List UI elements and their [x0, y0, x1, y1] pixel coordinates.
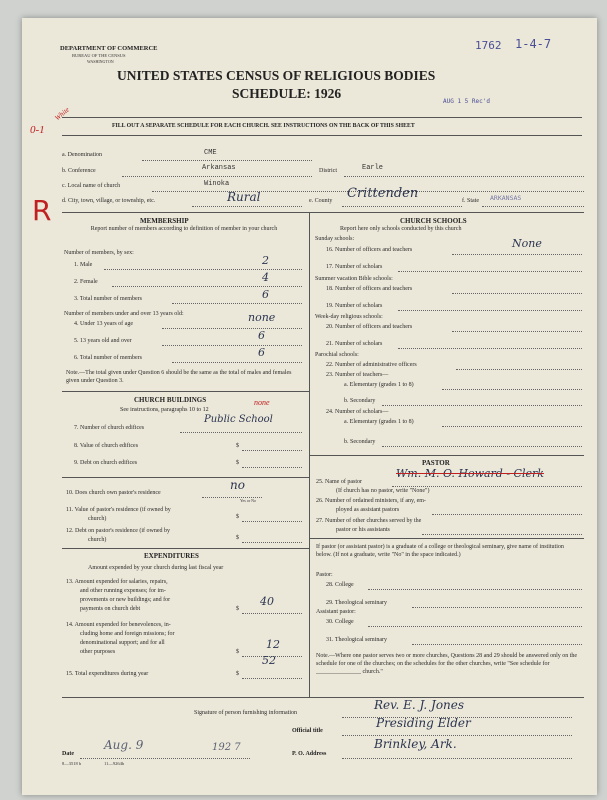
- date-value: Aug. 9: [104, 738, 144, 752]
- graduate-note: If pastor (or assistant pastor) is a graduate of a college or theological seminary, give name of institution below. (If not a graduate, write "No" in the space indicated.): [316, 544, 564, 558]
- conference-label: b. Conference: [62, 168, 96, 174]
- official-title-label: Official title: [292, 728, 323, 734]
- male-value: 2: [262, 254, 269, 267]
- running-expenses-dollar: $: [236, 606, 239, 612]
- denomination-value: CME: [204, 149, 217, 157]
- buildings-intro: See instructions, paragraphs 10 to 12: [120, 407, 209, 413]
- header-rule-bottom: [62, 135, 582, 136]
- female-line: [112, 286, 302, 287]
- other-churches-label-2: pastor or his assistants: [336, 527, 390, 533]
- pastor-rule: [309, 538, 584, 539]
- footer-rule: [62, 697, 584, 698]
- pastor-residence-value: no: [230, 478, 245, 492]
- residence-value-line: [242, 521, 302, 522]
- signature-value: Rev. E. J. Jones: [374, 698, 465, 712]
- residence-debt-dollar: $: [236, 535, 239, 541]
- county-value: Crittenden: [347, 186, 419, 201]
- district-label: District: [319, 168, 337, 174]
- male-label: 1. Male: [74, 262, 93, 268]
- assistant-college-line: [368, 626, 582, 627]
- summer-officers-line: [452, 293, 582, 294]
- annotation-code: 0-1: [30, 124, 45, 136]
- state-line: [482, 206, 584, 207]
- total-members-value: 6: [262, 288, 269, 301]
- church-edifices-label: 7. Number of church edifices: [74, 425, 145, 431]
- weekday-scholars-line: [398, 348, 582, 349]
- running-expenses-value: 40: [260, 595, 274, 608]
- pastor-residence-label: 10. Does church own pastor's residence: [66, 490, 161, 496]
- total-age-value: 6: [258, 346, 265, 359]
- po-address-line: [342, 758, 572, 759]
- assistant-seminary-line: [412, 644, 582, 645]
- schools-intro: Report here only schools conducted by this church: [340, 226, 462, 232]
- schedule-title: SCHEDULE: 1926: [232, 86, 342, 101]
- received-stamp: AUG 1 5 Rec'd: [443, 98, 490, 105]
- county-label: e. County: [309, 198, 333, 204]
- pastor-seminary-label: 29. Theological seminary: [326, 600, 388, 606]
- membership-title: MEMBERSHIP: [140, 217, 189, 225]
- sunday-officers-line: [452, 254, 582, 255]
- edifice-debt-line: [242, 467, 302, 468]
- teachers-elementary-label: a. Elementary (grades 1 to 8): [344, 382, 414, 388]
- total-expenditures-line: [242, 678, 302, 679]
- local-name-value: Winoka: [204, 180, 230, 188]
- stamp-extra: 1-4-7: [515, 37, 552, 51]
- other-churches-label: 27. Number of other churches served by the: [316, 518, 422, 524]
- total-expenditures-value: 52: [262, 654, 276, 667]
- teachers-secondary-label: b. Secondary: [344, 398, 376, 404]
- denomination-line: [142, 160, 312, 161]
- running-expenses-label-3: provements or new buildings; and for: [80, 597, 171, 603]
- city-town-value: Rural: [227, 190, 261, 204]
- header-rule-top: [62, 117, 582, 118]
- edifice-value-line: [242, 450, 302, 451]
- summer-officers-label: 18. Number of officers and teachers: [326, 286, 413, 292]
- weekday-scholars-label: 21. Number of scholars: [326, 341, 383, 347]
- total-age-label: 6. Total number of members: [74, 355, 142, 361]
- church-edifices-value: Public School: [204, 414, 273, 425]
- running-expenses-line: [242, 613, 302, 614]
- membership-intro: Report number of members according to definition of member in your church: [90, 226, 278, 232]
- county-line: [342, 206, 462, 207]
- ordained-ministers-line: [432, 514, 582, 515]
- pastor-seminary-line: [412, 607, 582, 608]
- edifice-debt-label: 9. Debt on church edifices: [74, 460, 138, 466]
- assistant-college-label: 30. College: [326, 619, 354, 625]
- city-label: WASHINGTON: [87, 59, 114, 64]
- running-expenses-label-2: and other running expenses; for im-: [80, 588, 166, 594]
- scholars-elementary-line: [442, 426, 582, 427]
- teachers-secondary-line: [382, 405, 582, 406]
- admin-officers-line: [456, 369, 582, 370]
- members-by-sex-label: Number of members, by sex:: [64, 250, 134, 256]
- pastor-college-label: 28. College: [326, 582, 354, 588]
- teachers-elementary-line: [442, 389, 582, 390]
- fields-rule: [62, 212, 584, 213]
- parochial-schools-label: Parochial schools:: [315, 352, 359, 358]
- scholars-secondary-label: b. Secondary: [344, 439, 376, 445]
- state-stamp: ARKANSAS: [490, 194, 522, 202]
- female-value: 4: [262, 271, 269, 284]
- pastor-name-label: 25. Name of pastor: [316, 479, 362, 485]
- sunday-scholars-line: [398, 271, 582, 272]
- pastor-name-line: [392, 486, 582, 487]
- po-address-label: P. O. Address: [292, 751, 327, 757]
- buildings-title: CHURCH BUILDINGS: [134, 396, 207, 404]
- residence-debt-line: [242, 542, 302, 543]
- members-by-age-label: Number of members under and over 13 years old:: [64, 311, 184, 317]
- official-title-value: Presiding Elder: [376, 716, 471, 730]
- bureau-label: BUREAU OF THE CENSUS: [72, 53, 126, 58]
- residence-debt-label-2: church): [88, 537, 107, 543]
- instructions-line: FILL OUT A SEPARATE SCHEDULE FOR EACH CHURCH. SEE INSTRUCTIONS ON THE BACK OF THIS SHEET: [112, 123, 415, 129]
- residence-debt-label: 12. Debt on pastor's residence (if owned by: [66, 528, 171, 534]
- scholars-secondary-line: [382, 446, 582, 447]
- benevolences-label-4: other purposes: [80, 649, 116, 655]
- female-label: 2. Female: [74, 279, 98, 285]
- annotation-r: R: [32, 194, 52, 227]
- pastor-name-value: Wm. M. O. Howard - Clerk: [396, 467, 544, 480]
- ordained-ministers-label-2: ployed as assistant pastors: [336, 507, 400, 513]
- benevolences-dollar: $: [236, 649, 239, 655]
- stamp-number: 1762: [475, 39, 502, 52]
- running-expenses-label-1: 13. Amount expended for salaries, repairs,: [66, 579, 168, 585]
- male-line: [104, 269, 302, 270]
- over13-value: 6: [258, 329, 265, 342]
- edifice-value-dollar: $: [236, 443, 239, 449]
- yes-no-hint: Yes or No: [240, 498, 257, 503]
- sunday-schools-label: Sunday schools:: [315, 236, 355, 242]
- total-age-line: [172, 362, 302, 363]
- total-expenditures-dollar: $: [236, 671, 239, 677]
- date-line: [80, 758, 250, 759]
- assistant-seminary-label: 31. Theological seminary: [326, 637, 388, 643]
- benevolences-value: 12: [266, 638, 280, 651]
- department-label: DEPARTMENT OF COMMERCE: [60, 45, 158, 52]
- census-schedule-form: [22, 18, 597, 795]
- weekday-officers-line: [452, 331, 582, 332]
- scholars-elementary-label: a. Elementary (grades 1 to 8): [344, 419, 414, 425]
- residence-value-label-2: church): [88, 516, 107, 522]
- weekday-officers-label: 20. Number of officers and teachers: [326, 324, 413, 330]
- benevolences-label-3: denominational support; and for all: [80, 640, 165, 646]
- edifice-debt-dollar: $: [236, 460, 239, 466]
- sunday-officers-value: None: [512, 237, 542, 250]
- total-expenditures-label: 15. Total expenditures during year: [66, 671, 149, 677]
- po-address-value: Brinkley, Ark.: [374, 737, 457, 751]
- date-label: Date: [62, 751, 74, 757]
- under13-value: none: [248, 311, 276, 324]
- conference-line: [122, 176, 312, 177]
- residence-rule: [62, 548, 309, 549]
- total-members-line: [172, 303, 302, 304]
- form-code-2: 11—9264b: [104, 761, 125, 766]
- summer-scholars-line: [398, 310, 582, 311]
- signature-label: Signature of person furnishing information: [194, 710, 297, 716]
- over13-line: [162, 345, 302, 346]
- pastor-note: Note.—Where one pastor serves two or more churches, Questions 28 and 29 should be answered only on the schedule for one of the churches; on the schedules for the other churches, write "See schedule for _______________ church.": [316, 653, 578, 675]
- sunday-scholars-label: 17. Number of scholars: [326, 264, 383, 270]
- buildings-note-none: none: [254, 398, 270, 407]
- pastor-college-line: [368, 589, 582, 590]
- total-members-label: 3. Total number of members: [74, 296, 142, 302]
- form-code: 8—3518 b: [62, 761, 82, 766]
- benevolences-label-1: 14. Amount expended for benevolences, in-: [66, 622, 171, 628]
- membership-note: Note.—The total given under Question 6 should be the same as the total of males and females given under Question 3.: [66, 370, 292, 384]
- under13-line: [162, 328, 302, 329]
- form-title: UNITED STATES CENSUS OF RELIGIOUS BODIES: [117, 68, 436, 83]
- district-line: [344, 176, 584, 177]
- weekday-schools-label: Week-day religious schools:: [315, 314, 383, 320]
- residence-value-label: 11. Value of pastor's residence (if owned by: [66, 507, 171, 513]
- sunday-officers-label: 16. Number of officers and teachers: [326, 247, 413, 253]
- benevolences-label-2: cluding home and foreign missions; for: [80, 631, 175, 637]
- expenditures-intro: Amount expended by your church during last fiscal year: [88, 565, 224, 571]
- buildings-rule: [62, 477, 309, 478]
- church-edifices-line: [180, 432, 302, 433]
- schools-title: CHURCH SCHOOLS: [400, 217, 467, 225]
- residence-value-dollar: $: [236, 514, 239, 520]
- summer-schools-label: Summer vacation Bible schools:: [315, 276, 393, 282]
- assistant-pastor-label: Assistant pastor:: [316, 609, 356, 615]
- denomination-label: a. Denomination: [62, 152, 102, 158]
- membership-rule: [62, 391, 309, 392]
- pastor-title: PASTOR: [422, 459, 450, 467]
- expenditures-title: EXPENDITURES: [144, 552, 199, 560]
- schools-rule: [309, 455, 584, 456]
- teachers-label: 23. Number of teachers—: [326, 372, 389, 378]
- local-name-label: c. Local name of church: [62, 183, 121, 189]
- edifice-value-label: 8. Value of church edifices: [74, 443, 139, 449]
- year-value: 192 7: [212, 742, 241, 753]
- city-town-line: [192, 206, 302, 207]
- state-label: f. State: [462, 198, 479, 204]
- running-expenses-label-4: payments on church debt: [80, 606, 141, 612]
- under13-label: 4. Under 13 years of age: [74, 321, 133, 327]
- ordained-ministers-label: 26. Number of ordained ministers, if any, em-: [316, 498, 426, 504]
- annotation-white: White: [53, 105, 71, 123]
- summer-scholars-label: 19. Number of scholars: [326, 303, 383, 309]
- scholars-label: 24. Number of scholars—: [326, 409, 389, 415]
- other-churches-line: [422, 534, 582, 535]
- pastor-none-hint: (If church has no pastor, write "None"): [336, 488, 430, 494]
- district-value: Earle: [362, 164, 384, 172]
- official-title-line: [342, 735, 572, 736]
- conference-value: Arkansas: [202, 164, 236, 172]
- city-town-label: d. City, town, village, or township, etc.: [62, 198, 156, 204]
- pastor-sub-label: Pastor:: [316, 572, 333, 578]
- over13-label: 5. 13 years old and over: [74, 338, 132, 344]
- admin-officers-label: 22. Number of administrative officers: [326, 362, 417, 368]
